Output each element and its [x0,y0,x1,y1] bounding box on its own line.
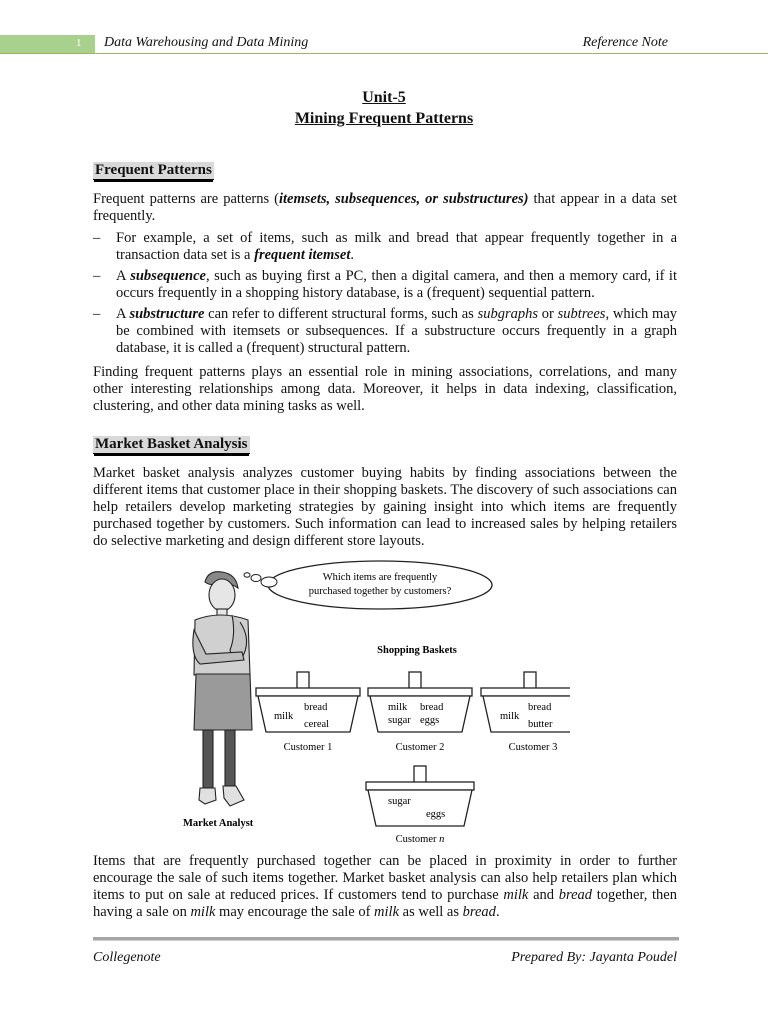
customer-label: Customer n [395,834,445,845]
basket-item: sugar [388,796,411,807]
basket-item: butter [528,719,553,730]
page-number: 1 [76,37,82,49]
section-heading-market-basket: Market Basket Analysis [95,436,248,452]
market-basket-paragraph: Market basket analysis analyzes customer buying habits by finding associations between the different items that customer place in their shopping baskets. The discovery of such associations can help retailers develop marketing strategies by gaining insight into which items are frequently purchased together by customers. Such information can lead to increased sales by helping retailers do selective marketing and design different store layouts. [93,465,677,549]
basket-item: eggs [420,715,440,726]
basket-customer-n [366,766,474,845]
basket-customer-2 [368,672,472,753]
basket-item: bread [528,702,552,713]
bullet-itemset: – For example, a set of items, such as milk and bread that appear frequently together in a transaction data set is a frequent itemset. [93,230,677,263]
bullet-substructure: – A substructure can refer to different structural forms, such as subgraphs or subtrees, which may be combined with itemsets or subsequences. If a substructure occurs frequently in a graph database, it is called a (frequent) structural pattern. [93,306,678,356]
customer-label: Customer 1 [283,742,333,753]
thought-bubble [244,561,492,609]
basket-item: milk [274,711,294,722]
basket-item: bread [420,702,444,713]
shopping-baskets-title: Shopping Baskets [377,645,457,656]
basket-item: cereal [304,719,330,730]
basket-item: milk [388,702,408,713]
header-rule [0,53,768,54]
intro-paragraph: Frequent patterns are patterns (itemsets, subsequences, or substructures) that appear in a data set frequently. [93,191,677,224]
header-ref: Reference Note [582,35,668,50]
market-basket-figure [170,560,570,845]
thought-line-2: purchased together by customers? [308,586,452,597]
footer-left: Collegenote [93,950,161,965]
closing-paragraph: Finding frequent patterns plays an essential role in mining associations, correlations, and many other interesting relationships among data. Moreover, it helps in data indexing, classification, clustering, and other data mining tasks as well. [93,364,677,414]
unit-title: Mining Frequent Patterns [294,110,474,127]
bullet-subsequence: – A subsequence, such as buying first a PC, then a digital camera, and then a memory card, if it occurs frequently in a shopping history database, is a (frequent) sequential pattern. [93,268,677,301]
header-title: Data Warehousing and Data Mining [104,35,309,50]
market-basket-paragraph-2: Items that are frequently purchased together can be placed in proximity in order to further encourage the sale of such items together. Market basket analysis can also help retailers plan which items to put on sale at reduced prices. If customers tend to purchase milk and bread together, then having a sale on milk may encourage the sale of milk as well as bread. [93,853,677,920]
section-heading-frequent-patterns: Frequent Patterns [95,162,212,178]
footer-rule [93,937,679,941]
customer-label: Customer 2 [395,742,445,753]
basket-item: eggs [426,809,446,820]
basket-item: milk [500,711,520,722]
market-analyst-illustration [193,572,252,806]
customer-label: Customer 3 [508,742,558,753]
basket-customer-1 [256,672,360,753]
basket-customer-3 [481,672,570,753]
thought-line-1: Which items are frequently [322,572,438,583]
basket-item: sugar [388,715,411,726]
basket-item: bread [304,702,328,713]
unit-number: Unit-5 [362,89,406,106]
analyst-label: Market Analyst [183,818,254,829]
footer-right: Prepared By: Jayanta Poudel [511,950,677,965]
